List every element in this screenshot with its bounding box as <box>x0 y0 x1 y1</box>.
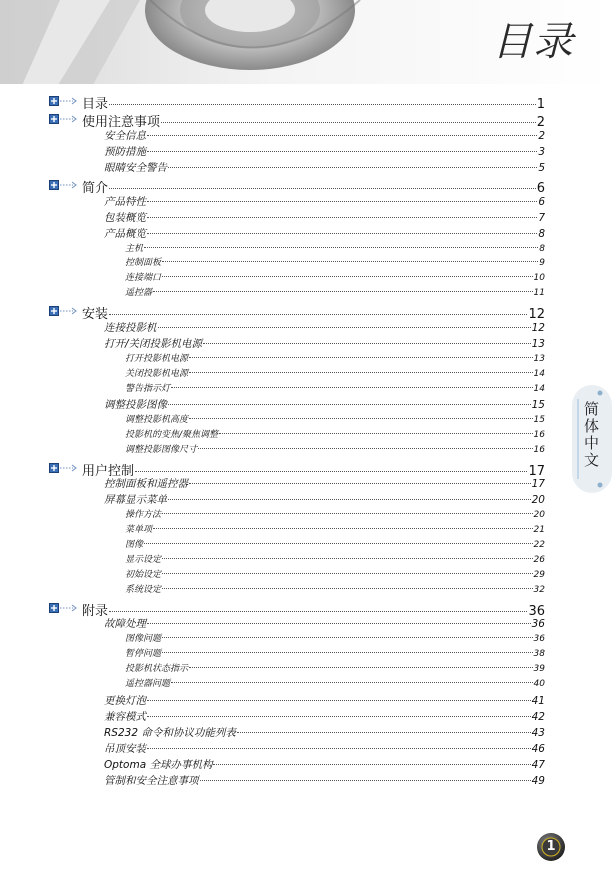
toc-entry-label: 遥控器 <box>125 288 153 299</box>
toc-entry[interactable] <box>125 285 545 298</box>
toc-entry-label: 打开/关闭投影机电源 <box>104 337 203 350</box>
expand-arrow-icon <box>49 96 79 106</box>
toc-entry-label: 投影机状态指示 <box>125 664 189 675</box>
toc-entry-label: 图像问题 <box>125 634 162 645</box>
toc-entry-label: 附录 <box>82 603 109 619</box>
dot-leader <box>147 222 537 234</box>
dot-leader <box>162 643 533 653</box>
toc-entry-label: 管制和安全注意事项 <box>104 774 199 787</box>
page-number: 1 <box>546 839 556 854</box>
toc-entry-label: 调整投影图像尺寸 <box>125 444 198 455</box>
toc-entry-page: 1 <box>536 97 545 112</box>
toc-entry-label: 吊顶安装 <box>104 742 146 755</box>
page-number-badge <box>536 832 566 862</box>
dot-leader <box>219 424 533 434</box>
toc-entry-label: 简介 <box>82 181 109 196</box>
toc-entry-page: 12 <box>531 321 545 334</box>
dot-leader <box>162 564 533 574</box>
dot-leader <box>147 737 531 749</box>
toc-entry-page: 39 <box>533 664 545 675</box>
expand-arrow-icon <box>49 463 79 473</box>
expand-arrow-icon <box>49 180 79 190</box>
toc-entry-label: 显示设定 <box>125 555 162 565</box>
toc-entry-page: 14 <box>533 383 545 394</box>
toc-entry-page: 17 <box>528 463 545 479</box>
toc-entry-label: 兼容模式 <box>104 710 146 723</box>
toc-entry-label: 故障处理 <box>104 618 146 631</box>
toc-entry-label: 警告指示灯 <box>125 383 171 394</box>
dot-leader <box>162 504 533 514</box>
dot-leader <box>153 519 533 529</box>
dot-leader <box>237 721 531 733</box>
toc-entry[interactable] <box>125 442 545 455</box>
toc-entry[interactable] <box>125 582 545 595</box>
toc-entry-page: 21 <box>533 525 545 536</box>
toc-entry-page: 9 <box>539 258 545 269</box>
toc-entry-page: 47 <box>531 758 545 771</box>
toc-entry-page: 36 <box>528 603 545 619</box>
toc-entry-page: 16 <box>533 429 545 440</box>
toc-entry-label: 眼睛安全警告 <box>104 161 167 174</box>
dot-leader <box>109 91 536 105</box>
dot-leader <box>171 673 533 683</box>
toc-entry-label: 遥控器问题 <box>125 679 171 689</box>
toc-entry[interactable] <box>125 676 545 689</box>
toc-entry-page: 12 <box>528 307 545 323</box>
expand-arrow-icon <box>49 306 79 316</box>
dot-leader <box>162 267 533 277</box>
toc-entry[interactable] <box>104 159 545 175</box>
toc-entry-page: 36 <box>531 618 545 631</box>
dot-leader <box>162 252 538 262</box>
dot-leader <box>200 769 531 781</box>
dot-leader <box>147 689 531 701</box>
dot-leader <box>189 473 531 485</box>
dot-leader <box>162 549 533 559</box>
toc-entry-label: 控制面板和遥控器 <box>104 478 188 491</box>
toc-entry-page: 32 <box>533 584 545 595</box>
dot-leader <box>189 409 533 419</box>
page-title: 目录 <box>492 19 574 65</box>
dot-leader <box>109 301 527 315</box>
dot-leader <box>162 579 533 589</box>
dot-leader <box>144 238 538 248</box>
dot-leader <box>162 628 533 638</box>
toc-entry-label: 调整投影图像 <box>104 399 167 411</box>
toc-entry-page: 20 <box>531 494 545 507</box>
expand-arrow-icon <box>49 114 79 124</box>
toc-entry-page: 8 <box>539 243 545 254</box>
dot-leader <box>147 206 537 218</box>
toc-entry-label: 暂停问题 <box>125 649 162 660</box>
language-tab <box>572 385 612 493</box>
expand-arrow-icon <box>49 603 79 613</box>
toc-entry-label: 产品特性 <box>104 195 146 208</box>
toc-entry-label: 预防措施 <box>104 145 146 158</box>
toc-entry-page: 43 <box>531 726 545 739</box>
toc-entry-label: 控制面板 <box>125 258 162 269</box>
toc-entry-page: 10 <box>533 273 545 284</box>
toc-entry-page: 17 <box>531 478 545 491</box>
toc-entry-page: 16 <box>533 444 545 455</box>
toc-entry-page: 2 <box>536 115 545 130</box>
toc-entry[interactable] <box>104 772 545 788</box>
dot-leader <box>147 140 537 152</box>
dot-leader <box>147 124 537 136</box>
toc-entry-page: 5 <box>538 161 545 174</box>
toc-entry-label: 操作方法 <box>125 510 162 521</box>
toc-entry-page: 6 <box>538 195 545 208</box>
dot-leader <box>168 489 531 501</box>
toc-entry-page: 29 <box>533 569 545 580</box>
toc-entry-label: 安装 <box>82 307 109 323</box>
dot-leader <box>203 332 531 344</box>
toc-entry-label: 更换灯泡 <box>104 694 146 707</box>
toc-entry-page: 41 <box>531 694 545 707</box>
toc-entry-label: 连接端口 <box>125 273 162 284</box>
toc-entry-page: 6 <box>536 181 545 196</box>
toc-entry-page: 42 <box>531 710 545 723</box>
toc-entry-page: 15 <box>531 399 545 411</box>
toc-entry-label: 屏幕显示菜单 <box>104 494 167 507</box>
dot-leader <box>109 175 536 189</box>
toc-entry-page: 40 <box>533 679 545 689</box>
dot-leader <box>147 705 531 717</box>
toc-entry-page: 26 <box>533 555 545 565</box>
language-label: 简体中文 <box>582 401 600 469</box>
toc-entry-label: 调整投影机高度 <box>125 415 189 425</box>
toc-entry-page: 14 <box>533 368 545 379</box>
toc-entry-label: 图像 <box>125 540 144 551</box>
toc-entry-label: 初始设定 <box>125 569 162 580</box>
dot-leader <box>147 613 531 625</box>
toc-entry-label: 连接投影机 <box>104 321 157 334</box>
dot-leader <box>144 534 533 544</box>
toc-entry-label: 系统设定 <box>125 584 162 595</box>
toc-entry-label: 产品概览 <box>104 227 146 240</box>
toc-entry-page: 46 <box>531 742 545 755</box>
dot-leader <box>135 458 527 472</box>
header-banner <box>0 0 612 90</box>
toc-entry-label: 安全信息 <box>104 129 146 142</box>
dot-leader <box>158 316 531 328</box>
dot-leader <box>161 109 536 123</box>
toc-entry-label: 投影机的变焦/聚焦调整 <box>125 429 219 440</box>
toc-entry-label: 菜单项 <box>125 525 153 536</box>
dot-leader <box>168 394 531 406</box>
dot-leader <box>189 363 533 373</box>
toc-entry-page: 15 <box>533 415 545 425</box>
dot-leader <box>189 658 533 668</box>
toc-entry-label: 目录 <box>82 97 109 112</box>
toc-entry-page: 13 <box>533 353 545 364</box>
toc-entry-label: 关闭投影机电源 <box>125 368 189 379</box>
toc-entry-page: 22 <box>533 540 545 551</box>
dot-leader <box>171 378 533 388</box>
toc-entry-label: 包装概览 <box>104 211 146 224</box>
toc-entry-page: 49 <box>531 774 545 787</box>
toc-entry-page: 13 <box>531 337 545 350</box>
dot-leader <box>213 753 530 765</box>
dot-leader <box>198 439 533 449</box>
toc-entry-label: 主机 <box>125 243 144 254</box>
dot-leader <box>189 348 533 358</box>
dot-leader <box>109 598 527 612</box>
toc-entry[interactable] <box>125 381 545 394</box>
toc-entry-page: 7 <box>538 211 545 224</box>
toc-entry-page: 3 <box>538 145 545 158</box>
toc-entry-label: 使用注意事项 <box>82 115 161 130</box>
dot-leader <box>168 156 537 168</box>
toc-entry-page: 8 <box>538 227 545 240</box>
toc-entry-page: 20 <box>533 510 545 521</box>
toc-entry-label: 打开投影机电源 <box>125 353 189 364</box>
toc-entry-page: 11 <box>533 288 545 299</box>
dot-leader <box>147 190 537 202</box>
toc-entry-label: 用户控制 <box>82 463 135 479</box>
toc-entry-page: 36 <box>533 634 545 645</box>
dot-leader <box>153 282 533 292</box>
toc-entry-label: RS232 命令和协议功能列表 <box>104 726 236 739</box>
toc-entry-page: 2 <box>538 129 545 142</box>
toc-entry-page: 38 <box>533 649 545 660</box>
toc-entry-label: Optoma 全球办事机构 <box>104 758 213 771</box>
